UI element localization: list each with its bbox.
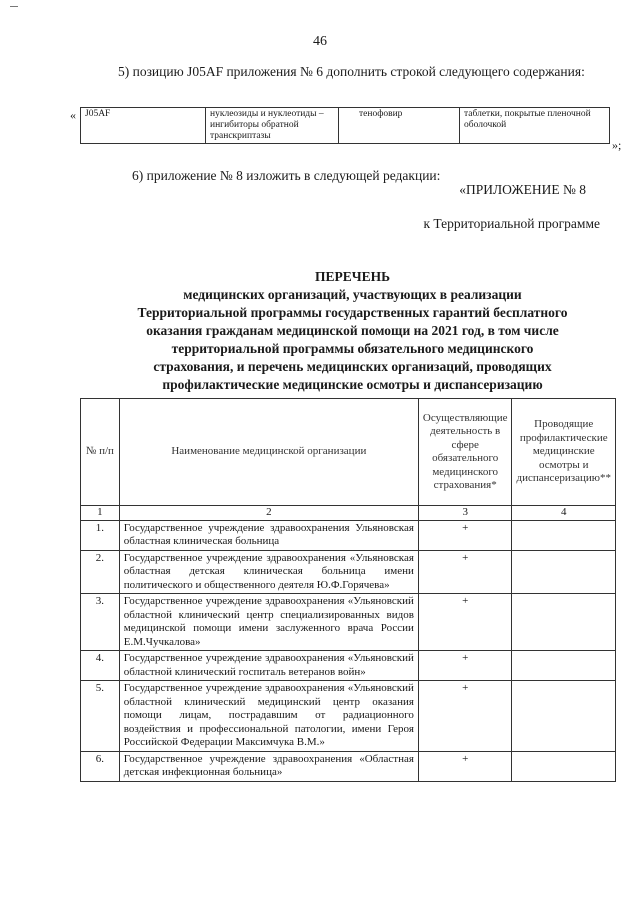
row-number: 5. bbox=[81, 681, 120, 752]
pharm-group: нуклеозиды и нуклеотиды – ингибиторы обратной транскриптазы bbox=[206, 108, 339, 144]
column-numbers-row bbox=[81, 506, 616, 521]
paragraph-6: 6) приложение № 8 изложить в следующей редакции: bbox=[132, 168, 441, 183]
heading-line: медицинских организаций, участвующих в реализации bbox=[183, 287, 522, 302]
prof-mark bbox=[512, 651, 616, 681]
paragraph-5: 5) позицию J05AF приложения № 6 дополнить строкой следующего содержания: bbox=[118, 64, 585, 79]
header-num: № п/п bbox=[81, 399, 120, 506]
scan-mark bbox=[10, 6, 18, 7]
heading-line: профилактические медицинские осмотры и диспансеризацию bbox=[162, 377, 543, 392]
heading-title: ПЕРЕЧЕНЬ bbox=[314, 269, 391, 284]
column-number: 4 bbox=[512, 506, 616, 521]
table-row bbox=[81, 108, 610, 144]
oms-mark: + bbox=[418, 520, 512, 550]
table-row bbox=[81, 550, 616, 594]
organization-name: Государственное учреждение здравоохранения Ульяновская областная клиническая больница bbox=[119, 520, 418, 550]
document-heading bbox=[80, 268, 625, 394]
table-row bbox=[81, 520, 616, 550]
table-header-row bbox=[81, 399, 616, 506]
column-number: 2 bbox=[119, 506, 418, 521]
dosage-form: таблетки, покрытые пленочной оболочкой bbox=[460, 108, 610, 144]
prof-mark bbox=[512, 550, 616, 594]
atc-code: J05AF bbox=[81, 108, 206, 144]
quote-close: »; bbox=[612, 138, 622, 152]
organizations-table bbox=[80, 398, 616, 782]
row-number: 6. bbox=[81, 751, 120, 781]
oms-mark: + bbox=[418, 751, 512, 781]
heading-line: территориальной программы обязательного медицинского bbox=[171, 341, 534, 356]
oms-mark: + bbox=[418, 651, 512, 681]
prof-mark bbox=[512, 681, 616, 752]
row-number: 2. bbox=[81, 550, 120, 594]
table-row bbox=[81, 681, 616, 752]
appendix-title: «ПРИЛОЖЕНИЕ № 8 bbox=[459, 182, 586, 197]
heading-line: Территориальной программы государственных гарантий бесплатного bbox=[137, 305, 568, 320]
organization-name: Государственное учреждение здравоохранения «Ульяновский областной клинический медицинский центр оказания помощи лицам, пострадавшим от радиационного воздействия и профессиональной патологии, имени Героя Российской Федерации Максимчука В.М.» bbox=[119, 681, 418, 752]
page-number: 46 bbox=[313, 34, 327, 49]
table-row bbox=[81, 651, 616, 681]
prof-mark bbox=[512, 751, 616, 781]
organization-name: Государственное учреждение здравоохранения «Ульяновский областной клинический госпиталь ветеранов войн» bbox=[119, 651, 418, 681]
oms-mark: + bbox=[418, 550, 512, 594]
table-row bbox=[81, 751, 616, 781]
row-number: 4. bbox=[81, 651, 120, 681]
header-prof: Проводящие профилактические медицинские осмотры и диспансеризацию** bbox=[512, 399, 616, 506]
header-oms: Осуществляющие деятельность в сфере обязательного медицинского страхования* bbox=[418, 399, 512, 506]
oms-mark: + bbox=[418, 594, 512, 651]
drug-name: тенофовир bbox=[339, 108, 460, 144]
insert-row-table bbox=[80, 107, 610, 144]
header-name: Наименование медицинской организации bbox=[119, 399, 418, 506]
organization-name: Государственное учреждение здравоохранения «Областная детская инфекционная больница» bbox=[119, 751, 418, 781]
appendix-subtitle: к Территориальной программе bbox=[423, 216, 600, 231]
prof-mark bbox=[512, 594, 616, 651]
oms-mark: + bbox=[418, 681, 512, 752]
organization-name: Государственное учреждение здравоохранения «Ульяновский областной клинический центр специализированных видов медицинской помощи имени заслуженного врача России Е.М.Чучкалова» bbox=[119, 594, 418, 651]
heading-line: страхования, и перечень медицинских организаций, проводящих bbox=[153, 359, 552, 374]
quote-open: « bbox=[70, 108, 76, 122]
heading-line: оказания гражданам медицинской помощи на 2021 год, в том числе bbox=[146, 323, 559, 338]
row-number: 3. bbox=[81, 594, 120, 651]
column-number: 3 bbox=[418, 506, 512, 521]
column-number: 1 bbox=[81, 506, 120, 521]
row-number: 1. bbox=[81, 520, 120, 550]
organization-name: Государственное учреждение здравоохранения «Ульяновская областная детская клиническая больница имени политического и общественного деятеля Ю.Ф.Горячева» bbox=[119, 550, 418, 594]
table-row bbox=[81, 594, 616, 651]
prof-mark bbox=[512, 520, 616, 550]
